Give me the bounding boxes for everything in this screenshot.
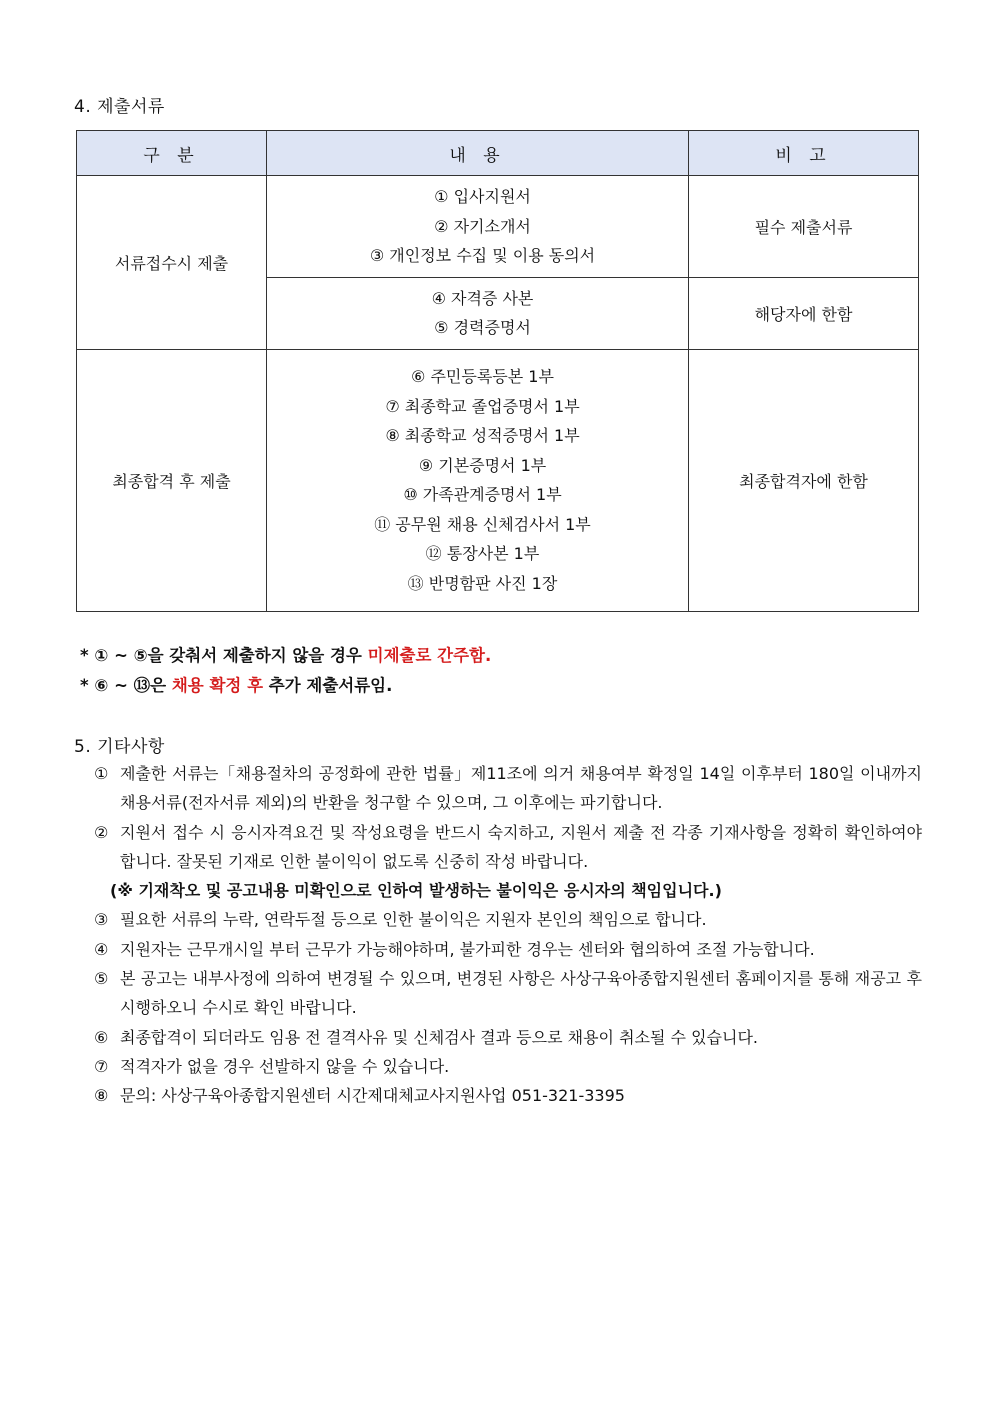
note-text: * ⑥ ~ ⑬은 bbox=[80, 676, 172, 695]
list-item: ⑧ 최종학교 성적증명서 1부 bbox=[385, 426, 580, 445]
table-header-row bbox=[77, 131, 919, 176]
section-4-title: 4. 제출서류 bbox=[74, 97, 165, 117]
list-item: ⑦ 최종학교 졸업증명서 1부 bbox=[385, 396, 580, 416]
remarks-cell: 필수 제출서류 bbox=[689, 176, 919, 278]
list-item: ⑩ 가족관계증명서 1부 bbox=[403, 485, 562, 504]
list-item bbox=[94, 818, 922, 877]
list-item: ⑤ 경력증명서 bbox=[434, 318, 531, 337]
item-text: 필요한 서류의 누락, 연락두절 등으로 인한 불이익은 지원자 본인의 책임으로 합니다. bbox=[120, 910, 707, 930]
list-item: ④ 자격증 사본 bbox=[431, 288, 534, 308]
list-item bbox=[94, 1052, 922, 1081]
list-item: ③ 개인정보 수집 및 이용 동의서 bbox=[369, 246, 596, 265]
documents-table bbox=[76, 130, 919, 612]
item-number: ⑥ bbox=[94, 1027, 109, 1047]
note-text: 추가 제출서류임. bbox=[263, 676, 393, 695]
content-cell bbox=[267, 277, 689, 349]
list-item bbox=[94, 935, 922, 964]
item-number: ⑧ bbox=[94, 1086, 109, 1106]
header-content: 내 용 bbox=[267, 131, 689, 176]
item-text: 지원자는 근무개시일 부터 근무가 가능해야하며, 불가피한 경우는 센터와 협의하여 조절 가능합니다. bbox=[120, 939, 815, 959]
section-5-title: 5. 기타사항 bbox=[74, 737, 165, 757]
list-item bbox=[94, 964, 922, 1023]
item-number: ② bbox=[94, 822, 109, 842]
list-item: ② 자기소개서 bbox=[434, 216, 531, 236]
item-number: ③ bbox=[94, 910, 109, 930]
note-line bbox=[80, 672, 392, 696]
list-item: ⑫ 통장사본 1부 bbox=[425, 544, 540, 563]
table-row bbox=[77, 349, 919, 611]
item-number: ⑦ bbox=[94, 1056, 109, 1076]
note-highlight: 채용 확정 후 bbox=[171, 676, 264, 695]
note-highlight: 미제출로 간주함. bbox=[367, 646, 492, 665]
remarks-cell: 최종합격자에 한함 bbox=[689, 349, 919, 611]
list-item: ① 입사지원서 bbox=[434, 187, 531, 206]
item-text: 본 공고는 내부사정에 의하여 변경될 수 있으며, 변경된 사항은 사상구육아종합지원센터 홈페이지를 통해 재공고 후 시행하오니 수시로 확인 바랍니다. bbox=[120, 969, 922, 1018]
list-item: ⑥ 주민등록등본 1부 bbox=[411, 367, 554, 386]
note-line bbox=[80, 642, 491, 666]
item-text: 문의: 사상구육아종합지원센터 시간제대체교사지원사업 051-321-3395 bbox=[120, 1086, 625, 1106]
list-item: ⑨ 기본증명서 1부 bbox=[418, 455, 547, 475]
content-cell bbox=[267, 349, 689, 611]
item-number: ⑤ bbox=[94, 969, 109, 989]
item-text: 최종합격이 되더라도 임용 전 결격사유 및 신체검사 결과 등으로 채용이 취소될 수 있습니다. bbox=[120, 1027, 758, 1047]
item-number: ① bbox=[94, 764, 109, 783]
note-text: * ① ~ ⑤을 갖춰서 제출하지 않을 경우 bbox=[80, 646, 368, 665]
list-item bbox=[94, 905, 922, 934]
notice-list bbox=[94, 759, 922, 1111]
item-text: 지원서 접수 시 응시자격요건 및 작성요령을 반드시 숙지하고, 지원서 제출 전 각종 기재사항을 정확히 확인하여야 합니다. 잘못된 기재로 인한 불이익이 없도록 신중히 작성 바랍니다. bbox=[120, 822, 922, 871]
item-number: ④ bbox=[94, 939, 109, 959]
list-item bbox=[94, 1081, 922, 1110]
list-item: ⑬ 반명함판 사진 1장 bbox=[407, 573, 558, 593]
remarks-cell: 해당자에 한함 bbox=[689, 277, 919, 349]
warning-note: (※ 기재착오 및 공고내용 미확인으로 인하여 발생하는 불이익은 응시자의 책임입니다.) bbox=[110, 881, 722, 901]
category-cell: 최종합격 후 제출 bbox=[77, 349, 267, 611]
list-item bbox=[94, 759, 922, 818]
header-remarks: 비 고 bbox=[689, 131, 919, 176]
content-cell bbox=[267, 176, 689, 278]
table-row bbox=[77, 176, 919, 278]
category-cell: 서류접수시 제출 bbox=[77, 176, 267, 350]
item-text: 적격자가 없을 경우 선발하지 않을 수 있습니다. bbox=[120, 1056, 450, 1076]
header-category: 구 분 bbox=[77, 131, 267, 176]
list-item: ⑪ 공무원 채용 신체검사서 1부 bbox=[374, 514, 591, 534]
list-item bbox=[94, 1023, 922, 1052]
item-text: 제출한 서류는「채용절차의 공정화에 관한 법률」제11조에 의거 채용여부 확정일 14일 이후부터 180일 이내까지 채용서류(전자서류 제외)의 반환을 청구할 수 있으며, 그 이후에는 파기합니다. bbox=[120, 764, 922, 813]
